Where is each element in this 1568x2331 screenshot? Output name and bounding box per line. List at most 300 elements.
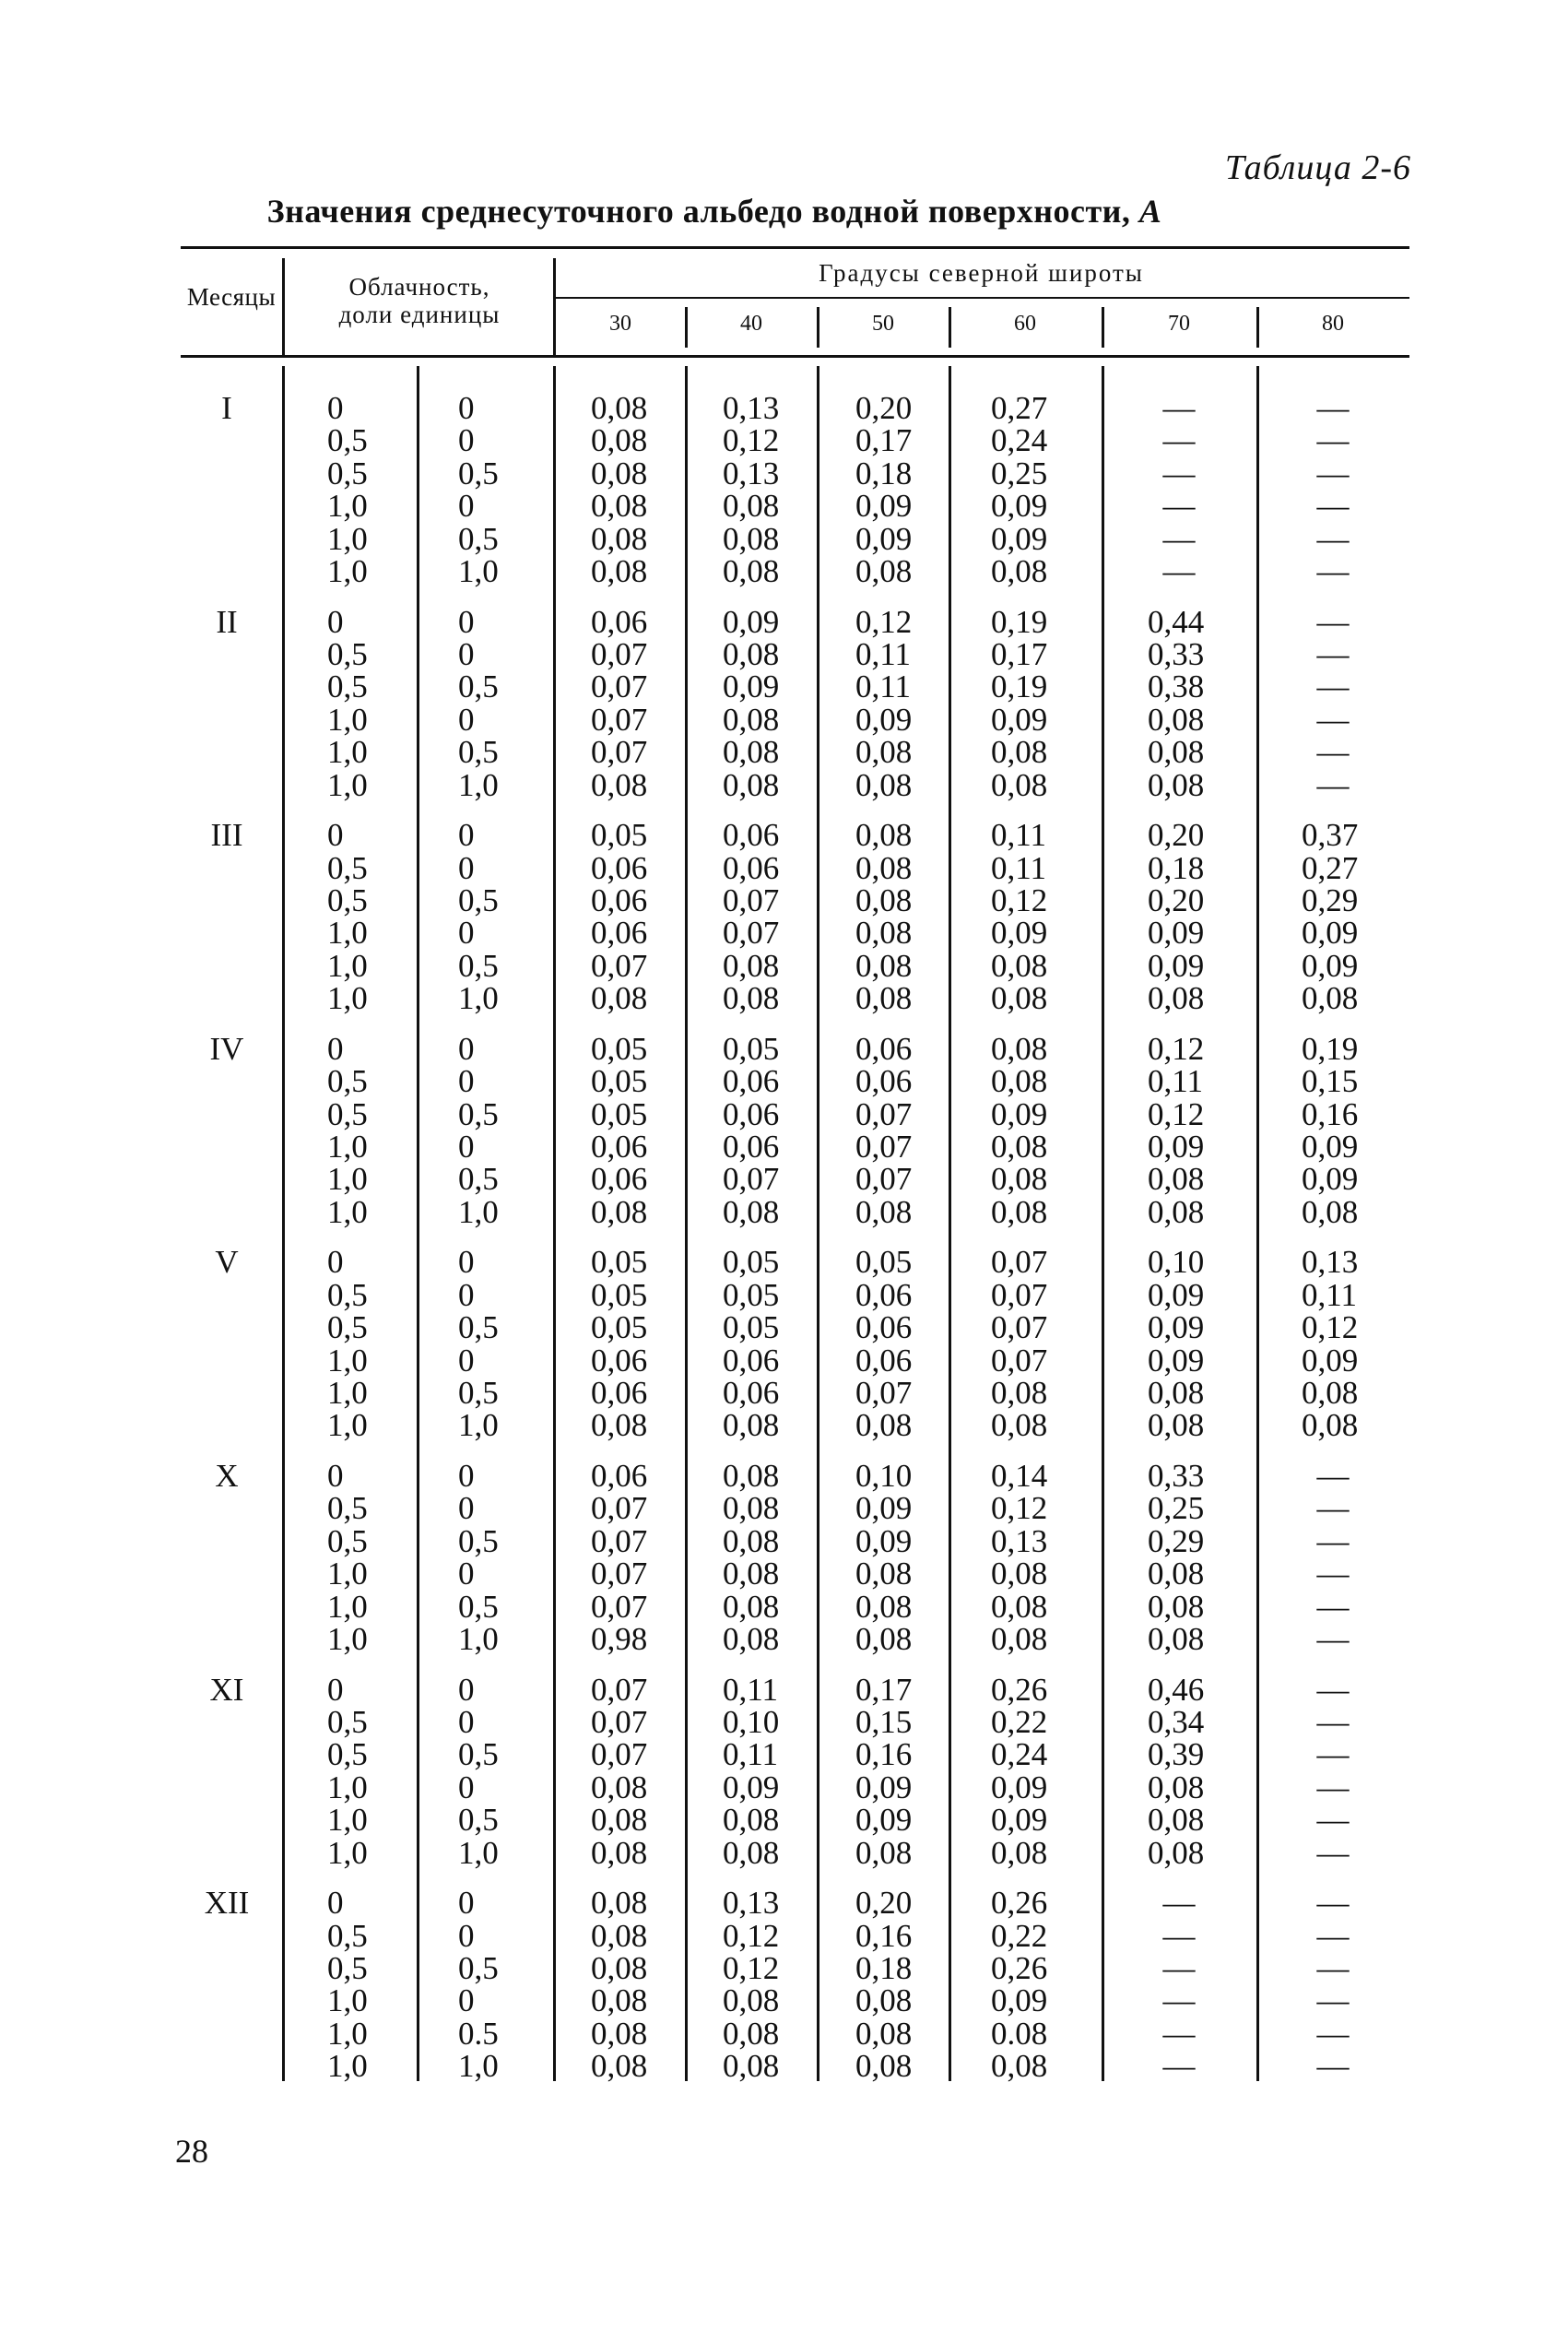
albedo-40-cell: 0,13: [723, 1885, 780, 1922]
cloud-total-cell: 0,5: [327, 1309, 368, 1346]
albedo-70-cell: 0,08: [1148, 701, 1205, 738]
albedo-80-cell: —: [1316, 422, 1350, 459]
albedo-50-cell: 0,08: [855, 882, 913, 918]
cloud-lower-cell: 1,0: [458, 766, 499, 803]
albedo-70-cell: —: [1162, 455, 1196, 491]
albedo-80-cell: 0,15: [1302, 1063, 1359, 1100]
cloud-total-cell: 1,0: [327, 2048, 368, 2085]
albedo-40-cell: 0,06: [723, 1342, 780, 1378]
cloud-lower-cell: 0,5: [458, 882, 499, 918]
albedo-30-cell: 0,07: [591, 1736, 648, 1773]
albedo-70-cell: —: [1162, 553, 1196, 589]
albedo-30-cell: 0,98: [591, 1621, 648, 1657]
albedo-70-cell: —: [1162, 2048, 1196, 2085]
cloud-total-cell: 1,0: [327, 2015, 368, 2052]
albedo-40-cell: 0,07: [723, 915, 780, 952]
albedo-50-cell: 0,18: [855, 455, 913, 491]
albedo-30-cell: 0,08: [591, 2048, 648, 2085]
albedo-50-cell: 0,08: [855, 1621, 913, 1657]
albedo-70-cell: 0,09: [1148, 1129, 1205, 1165]
albedo-30-cell: 0,07: [591, 1671, 648, 1708]
albedo-50-cell: 0,07: [855, 1095, 913, 1132]
albedo-40-cell: 0,08: [723, 2048, 780, 2085]
albedo-60-cell: 0,27: [991, 390, 1048, 426]
albedo-80-cell: —: [1316, 669, 1350, 705]
albedo-70-cell: 0,08: [1148, 1621, 1205, 1657]
albedo-60-cell: 0,26: [991, 1885, 1048, 1922]
albedo-60-cell: 0,09: [991, 488, 1048, 525]
albedo-50-cell: 0,08: [855, 817, 913, 854]
albedo-50-cell: 0,09: [855, 1769, 913, 1805]
albedo-40-cell: 0,05: [723, 1030, 780, 1067]
cloud-lower-cell: 0: [458, 422, 475, 459]
cloud-total-cell: 0,5: [327, 1522, 368, 1559]
albedo-30-cell: 0,08: [591, 980, 648, 1017]
albedo-40-cell: 0,06: [723, 1375, 780, 1411]
cloud-total-cell: 0,5: [327, 1950, 368, 1986]
cloud-lower-cell: 0: [458, 1490, 475, 1527]
albedo-40-cell: 0,05: [723, 1244, 780, 1281]
albedo-80-cell: —: [1316, 636, 1350, 672]
albedo-80-cell: —: [1316, 1736, 1350, 1773]
cloud-lower-cell: 0: [458, 1982, 475, 2019]
col80-divider: [1256, 366, 1259, 2081]
cloud-lower-cell: 0: [458, 915, 475, 952]
albedo-60-cell: 0,26: [991, 1950, 1048, 1986]
albedo-70-cell: 0,08: [1148, 1161, 1205, 1198]
albedo-50-cell: 0,06: [855, 1309, 913, 1346]
albedo-80-cell: 0,08: [1302, 1193, 1359, 1230]
cloud-lower-cell: 0: [458, 488, 475, 525]
cloud-lower-cell: 0,5: [458, 1588, 499, 1625]
albedo-60-cell: 0,08: [991, 1161, 1048, 1198]
albedo-80-cell: 0,11: [1302, 1276, 1357, 1313]
albedo-80-cell: —: [1316, 2048, 1350, 2085]
cloud-lower-cell: 0: [458, 603, 475, 640]
header-months: Месяцы: [186, 283, 277, 311]
albedo-50-cell: 0,12: [855, 603, 913, 640]
months-divider: [282, 366, 285, 2081]
cloud-inner-divider: [417, 366, 419, 2081]
cloud-lower-cell: 0,5: [458, 455, 499, 491]
cloud-total-cell: 1,0: [327, 1556, 368, 1592]
cloud-total-cell: 1,0: [327, 1834, 368, 1871]
month-label: XI: [209, 1671, 244, 1708]
degree-divider-header-1: [817, 307, 819, 348]
months-divider-header: [282, 258, 285, 355]
cloud-lower-cell: 0,5: [458, 947, 499, 984]
cloud-total-cell: 0: [327, 1244, 344, 1281]
cloud-total-cell: 1,0: [327, 553, 368, 589]
albedo-60-cell: 0,07: [991, 1309, 1048, 1346]
albedo-50-cell: 0,06: [855, 1342, 913, 1378]
cloud-total-cell: 1,0: [327, 1621, 368, 1657]
albedo-70-cell: 0,33: [1148, 1458, 1205, 1494]
page-title: [184, 192, 1244, 231]
albedo-60-cell: 0,25: [991, 455, 1048, 491]
cloud-total-cell: 1,0: [327, 701, 368, 738]
albedo-30-cell: 0,07: [591, 734, 648, 771]
albedo-80-cell: —: [1316, 1556, 1350, 1592]
albedo-70-cell: 0,20: [1148, 817, 1205, 854]
albedo-80-cell: —: [1316, 2015, 1350, 2052]
albedo-80-cell: —: [1316, 455, 1350, 491]
albedo-30-cell: 0,08: [591, 1885, 648, 1922]
degree-divider-header-4: [1256, 307, 1259, 348]
cloud-total-cell: 0,5: [327, 1704, 368, 1740]
albedo-50-cell: 0,16: [855, 1917, 913, 1954]
albedo-60-cell: 0,19: [991, 603, 1048, 640]
albedo-40-cell: 0,08: [723, 1490, 780, 1527]
albedo-80-cell: —: [1316, 1588, 1350, 1625]
albedo-70-cell: —: [1162, 520, 1196, 557]
col40-divider: [685, 366, 688, 2081]
cloud-lower-cell: 0,5: [458, 1522, 499, 1559]
albedo-60-cell: 0,08: [991, 1556, 1048, 1592]
albedo-30-cell: 0,05: [591, 1309, 648, 1346]
albedo-80-cell: —: [1316, 734, 1350, 771]
cloud-total-cell: 0: [327, 1458, 344, 1494]
month-label: II: [216, 603, 238, 640]
cloud-total-cell: 0,5: [327, 422, 368, 459]
albedo-80-cell: 0,29: [1302, 882, 1359, 918]
cloud-lower-cell: 1,0: [458, 980, 499, 1017]
cloud-total-cell: 1,0: [327, 1193, 368, 1230]
albedo-80-cell: —: [1316, 390, 1350, 426]
degree-divider-header-0: [685, 307, 688, 348]
albedo-60-cell: 0,08: [991, 1193, 1048, 1230]
cloud-total-cell: 0,5: [327, 1490, 368, 1527]
albedo-50-cell: 0,10: [855, 1458, 913, 1494]
albedo-80-cell: —: [1316, 520, 1350, 557]
albedo-50-cell: 0,09: [855, 701, 913, 738]
albedo-70-cell: 0,08: [1148, 1556, 1205, 1592]
col50-divider: [817, 366, 819, 2081]
albedo-30-cell: 0,07: [591, 669, 648, 705]
albedo-40-cell: 0,12: [723, 422, 780, 459]
albedo-50-cell: 0,08: [855, 734, 913, 771]
albedo-50-cell: 0,07: [855, 1161, 913, 1198]
albedo-60-cell: 0.08: [991, 2015, 1048, 2052]
albedo-50-cell: 0,09: [855, 488, 913, 525]
albedo-70-cell: 0,09: [1148, 1309, 1205, 1346]
header-degree-40: 40: [740, 312, 762, 336]
albedo-80-cell: —: [1316, 603, 1350, 640]
albedo-70-cell: 0,25: [1148, 1490, 1205, 1527]
albedo-50-cell: 0,09: [855, 1490, 913, 1527]
cloud-total-cell: 0,5: [327, 1736, 368, 1773]
albedo-40-cell: 0,11: [723, 1671, 778, 1708]
albedo-30-cell: 0,06: [591, 1129, 648, 1165]
albedo-40-cell: 0,06: [723, 1129, 780, 1165]
albedo-50-cell: 0,09: [855, 1802, 913, 1839]
cloud-total-cell: 0: [327, 390, 344, 426]
albedo-80-cell: 0,09: [1302, 1161, 1359, 1198]
albedo-70-cell: 0,11: [1148, 1063, 1203, 1100]
albedo-70-cell: —: [1162, 422, 1196, 459]
cloud-total-cell: 0,5: [327, 455, 368, 491]
header-degree-70: 70: [1168, 312, 1190, 336]
albedo-70-cell: 0,08: [1148, 1375, 1205, 1411]
cloud-total-cell: 0,5: [327, 669, 368, 705]
table-label: Таблица 2-6: [1224, 148, 1411, 187]
albedo-80-cell: —: [1316, 1704, 1350, 1740]
cloud-total-cell: 1,0: [327, 1588, 368, 1625]
albedo-60-cell: 0,22: [991, 1917, 1048, 1954]
albedo-60-cell: 0,11: [991, 849, 1046, 886]
cloud-total-cell: 0,5: [327, 882, 368, 918]
albedo-50-cell: 0,05: [855, 1244, 913, 1281]
latitude-divider: [553, 366, 556, 2081]
albedo-30-cell: 0,05: [591, 1030, 648, 1067]
albedo-50-cell: 0,11: [855, 669, 911, 705]
albedo-30-cell: 0,08: [591, 488, 648, 525]
month-label: X: [215, 1458, 239, 1494]
albedo-80-cell: 0,08: [1302, 1375, 1359, 1411]
albedo-40-cell: 0,08: [723, 1834, 780, 1871]
albedo-80-cell: 0,08: [1302, 980, 1359, 1017]
albedo-50-cell: 0,17: [855, 422, 913, 459]
albedo-80-cell: —: [1316, 553, 1350, 589]
albedo-60-cell: 0,07: [991, 1342, 1048, 1378]
albedo-50-cell: 0,08: [855, 980, 913, 1017]
albedo-70-cell: 0,38: [1148, 669, 1205, 705]
albedo-40-cell: 0,06: [723, 1063, 780, 1100]
albedo-50-cell: 0,08: [855, 1556, 913, 1592]
albedo-30-cell: 0,07: [591, 1490, 648, 1527]
albedo-50-cell: 0,08: [855, 1588, 913, 1625]
cloud-total-cell: 1,0: [327, 734, 368, 771]
albedo-30-cell: 0,06: [591, 849, 648, 886]
albedo-80-cell: 0,16: [1302, 1095, 1359, 1132]
albedo-50-cell: 0,08: [855, 553, 913, 589]
cloud-total-cell: 0,5: [327, 636, 368, 672]
albedo-60-cell: 0,24: [991, 422, 1048, 459]
page-title-symbol: A: [1138, 193, 1162, 230]
albedo-40-cell: 0,08: [723, 1193, 780, 1230]
albedo-50-cell: 0,06: [855, 1063, 913, 1100]
albedo-30-cell: 0,05: [591, 817, 648, 854]
albedo-70-cell: 0,08: [1148, 1193, 1205, 1230]
cloud-lower-cell: 0: [458, 1276, 475, 1313]
albedo-60-cell: 0,08: [991, 1129, 1048, 1165]
cloud-total-cell: 0: [327, 1030, 344, 1067]
cloud-lower-cell: 0: [458, 1885, 475, 1922]
cloud-lower-cell: 0,5: [458, 1375, 499, 1411]
albedo-50-cell: 0,16: [855, 1736, 913, 1773]
albedo-30-cell: 0,08: [591, 553, 648, 589]
albedo-80-cell: 0,09: [1302, 1342, 1359, 1378]
albedo-60-cell: 0,08: [991, 1063, 1048, 1100]
albedo-40-cell: 0,08: [723, 1556, 780, 1592]
cloud-lower-cell: 0: [458, 1244, 475, 1281]
albedo-80-cell: —: [1316, 1982, 1350, 2019]
month-label: III: [210, 817, 243, 854]
albedo-40-cell: 0,07: [723, 1161, 780, 1198]
page-title-text: Значения среднесуточного альбедо водной поверхности,: [266, 193, 1131, 230]
latitude-sub-rule: [553, 297, 1409, 299]
albedo-70-cell: 0,08: [1148, 766, 1205, 803]
cloud-lower-cell: 0,5: [458, 1802, 499, 1839]
albedo-60-cell: 0,09: [991, 915, 1048, 952]
cloud-lower-cell: 0,5: [458, 1095, 499, 1132]
albedo-30-cell: 0,05: [591, 1063, 648, 1100]
albedo-70-cell: 0,09: [1148, 1276, 1205, 1313]
albedo-40-cell: 0,12: [723, 1917, 780, 1954]
cloud-total-cell: 0,5: [327, 849, 368, 886]
albedo-80-cell: 0,37: [1302, 817, 1359, 854]
albedo-40-cell: 0,08: [723, 980, 780, 1017]
cloud-lower-cell: 0,5: [458, 669, 499, 705]
cloud-lower-cell: 0: [458, 1769, 475, 1805]
albedo-50-cell: 0,07: [855, 1129, 913, 1165]
albedo-30-cell: 0,07: [591, 1522, 648, 1559]
albedo-40-cell: 0,08: [723, 734, 780, 771]
albedo-30-cell: 0,08: [591, 1407, 648, 1444]
albedo-60-cell: 0,08: [991, 947, 1048, 984]
albedo-60-cell: 0,07: [991, 1244, 1048, 1281]
cloud-total-cell: 0,5: [327, 1276, 368, 1313]
albedo-80-cell: —: [1316, 1834, 1350, 1871]
albedo-70-cell: 0,09: [1148, 1342, 1205, 1378]
cloud-lower-cell: 0,5: [458, 1950, 499, 1986]
albedo-40-cell: 0,08: [723, 1621, 780, 1657]
cloud-lower-cell: 0: [458, 1342, 475, 1378]
albedo-70-cell: —: [1162, 390, 1196, 426]
cloud-total-cell: 1,0: [327, 488, 368, 525]
degree-divider-header-2: [949, 307, 951, 348]
albedo-60-cell: 0,09: [991, 1982, 1048, 2019]
albedo-40-cell: 0,09: [723, 669, 780, 705]
cloud-lower-cell: 0,5: [458, 1309, 499, 1346]
albedo-40-cell: 0,08: [723, 766, 780, 803]
albedo-30-cell: 0,08: [591, 1917, 648, 1954]
albedo-80-cell: —: [1316, 1885, 1350, 1922]
albedo-30-cell: 0,08: [591, 1769, 648, 1805]
albedo-80-cell: —: [1316, 1522, 1350, 1559]
cloud-total-cell: 0,5: [327, 1095, 368, 1132]
albedo-60-cell: 0,13: [991, 1522, 1048, 1559]
cloud-lower-cell: 1,0: [458, 1407, 499, 1444]
header-degree-60: 60: [1014, 312, 1036, 336]
albedo-50-cell: 0,08: [855, 1834, 913, 1871]
albedo-70-cell: 0,46: [1148, 1671, 1205, 1708]
albedo-50-cell: 0,15: [855, 1704, 913, 1740]
albedo-60-cell: 0,22: [991, 1704, 1048, 1740]
degree-divider-header-3: [1102, 307, 1104, 348]
cloud-total-cell: 1,0: [327, 1407, 368, 1444]
albedo-70-cell: 0,39: [1148, 1736, 1205, 1773]
header-degree-30: 30: [609, 312, 631, 336]
albedo-60-cell: 0,08: [991, 553, 1048, 589]
albedo-50-cell: 0,08: [855, 766, 913, 803]
albedo-40-cell: 0,08: [723, 2015, 780, 2052]
albedo-50-cell: 0,08: [855, 947, 913, 984]
header-degree-80: 80: [1322, 312, 1344, 336]
cloud-lower-cell: 0: [458, 1556, 475, 1592]
albedo-80-cell: —: [1316, 1490, 1350, 1527]
cloud-lower-cell: 1,0: [458, 553, 499, 589]
albedo-60-cell: 0,09: [991, 520, 1048, 557]
cloud-total-cell: 1,0: [327, 1161, 368, 1198]
cloud-lower-cell: 0: [458, 1129, 475, 1165]
albedo-60-cell: 0,08: [991, 1621, 1048, 1657]
month-label: IV: [209, 1030, 244, 1067]
table-top-rule: [181, 246, 1409, 249]
cloud-lower-cell: 0: [458, 390, 475, 426]
cloud-lower-cell: 0,5: [458, 1161, 499, 1198]
cloud-lower-cell: 1,0: [458, 1621, 499, 1657]
albedo-40-cell: 0,08: [723, 1982, 780, 2019]
albedo-40-cell: 0,08: [723, 1588, 780, 1625]
cloud-lower-cell: 1,0: [458, 2048, 499, 2085]
albedo-70-cell: —: [1162, 1982, 1196, 2019]
albedo-30-cell: 0,08: [591, 390, 648, 426]
albedo-60-cell: 0,08: [991, 1834, 1048, 1871]
month-label: V: [215, 1244, 239, 1281]
page-number: 28: [175, 2133, 208, 2170]
albedo-50-cell: 0,08: [855, 1193, 913, 1230]
albedo-30-cell: 0,07: [591, 1704, 648, 1740]
albedo-50-cell: 0,08: [855, 2048, 913, 2085]
albedo-60-cell: 0,09: [991, 1802, 1048, 1839]
albedo-60-cell: 0,08: [991, 1375, 1048, 1411]
albedo-40-cell: 0,12: [723, 1950, 780, 1986]
albedo-70-cell: 0,20: [1148, 882, 1205, 918]
albedo-80-cell: 0,12: [1302, 1309, 1359, 1346]
cloud-total-cell: 0: [327, 817, 344, 854]
albedo-60-cell: 0,08: [991, 2048, 1048, 2085]
albedo-80-cell: 0,09: [1302, 1129, 1359, 1165]
albedo-50-cell: 0,11: [855, 636, 911, 672]
albedo-40-cell: 0,13: [723, 455, 780, 491]
albedo-40-cell: 0,08: [723, 1522, 780, 1559]
albedo-70-cell: 0,33: [1148, 636, 1205, 672]
albedo-30-cell: 0,07: [591, 636, 648, 672]
month-label: I: [221, 390, 232, 426]
albedo-30-cell: 0,08: [591, 2015, 648, 2052]
col60-divider: [949, 366, 951, 2081]
albedo-80-cell: 0,08: [1302, 1407, 1359, 1444]
albedo-80-cell: 0,09: [1302, 915, 1359, 952]
albedo-30-cell: 0,08: [591, 422, 648, 459]
albedo-40-cell: 0,05: [723, 1309, 780, 1346]
albedo-80-cell: 0,27: [1302, 849, 1359, 886]
albedo-60-cell: 0,08: [991, 734, 1048, 771]
cloud-lower-cell: 0: [458, 1030, 475, 1067]
albedo-70-cell: 0,12: [1148, 1095, 1205, 1132]
albedo-40-cell: 0,08: [723, 1407, 780, 1444]
albedo-40-cell: 0,08: [723, 1458, 780, 1494]
albedo-50-cell: 0,08: [855, 915, 913, 952]
cloud-lower-cell: 0: [458, 1704, 475, 1740]
albedo-60-cell: 0,14: [991, 1458, 1048, 1494]
albedo-80-cell: —: [1316, 1769, 1350, 1805]
cloud-total-cell: 0,5: [327, 1917, 368, 1954]
albedo-60-cell: 0,19: [991, 669, 1048, 705]
albedo-60-cell: 0,11: [991, 817, 1046, 854]
albedo-50-cell: 0,07: [855, 1375, 913, 1411]
albedo-70-cell: 0,29: [1148, 1522, 1205, 1559]
albedo-50-cell: 0,09: [855, 1522, 913, 1559]
albedo-30-cell: 0,07: [591, 1588, 648, 1625]
albedo-30-cell: 0,06: [591, 603, 648, 640]
albedo-40-cell: 0,08: [723, 520, 780, 557]
albedo-40-cell: 0,10: [723, 1704, 780, 1740]
albedo-80-cell: 0,19: [1302, 1030, 1359, 1067]
cloud-total-cell: 1,0: [327, 1129, 368, 1165]
cloud-lower-cell: 0,5: [458, 520, 499, 557]
